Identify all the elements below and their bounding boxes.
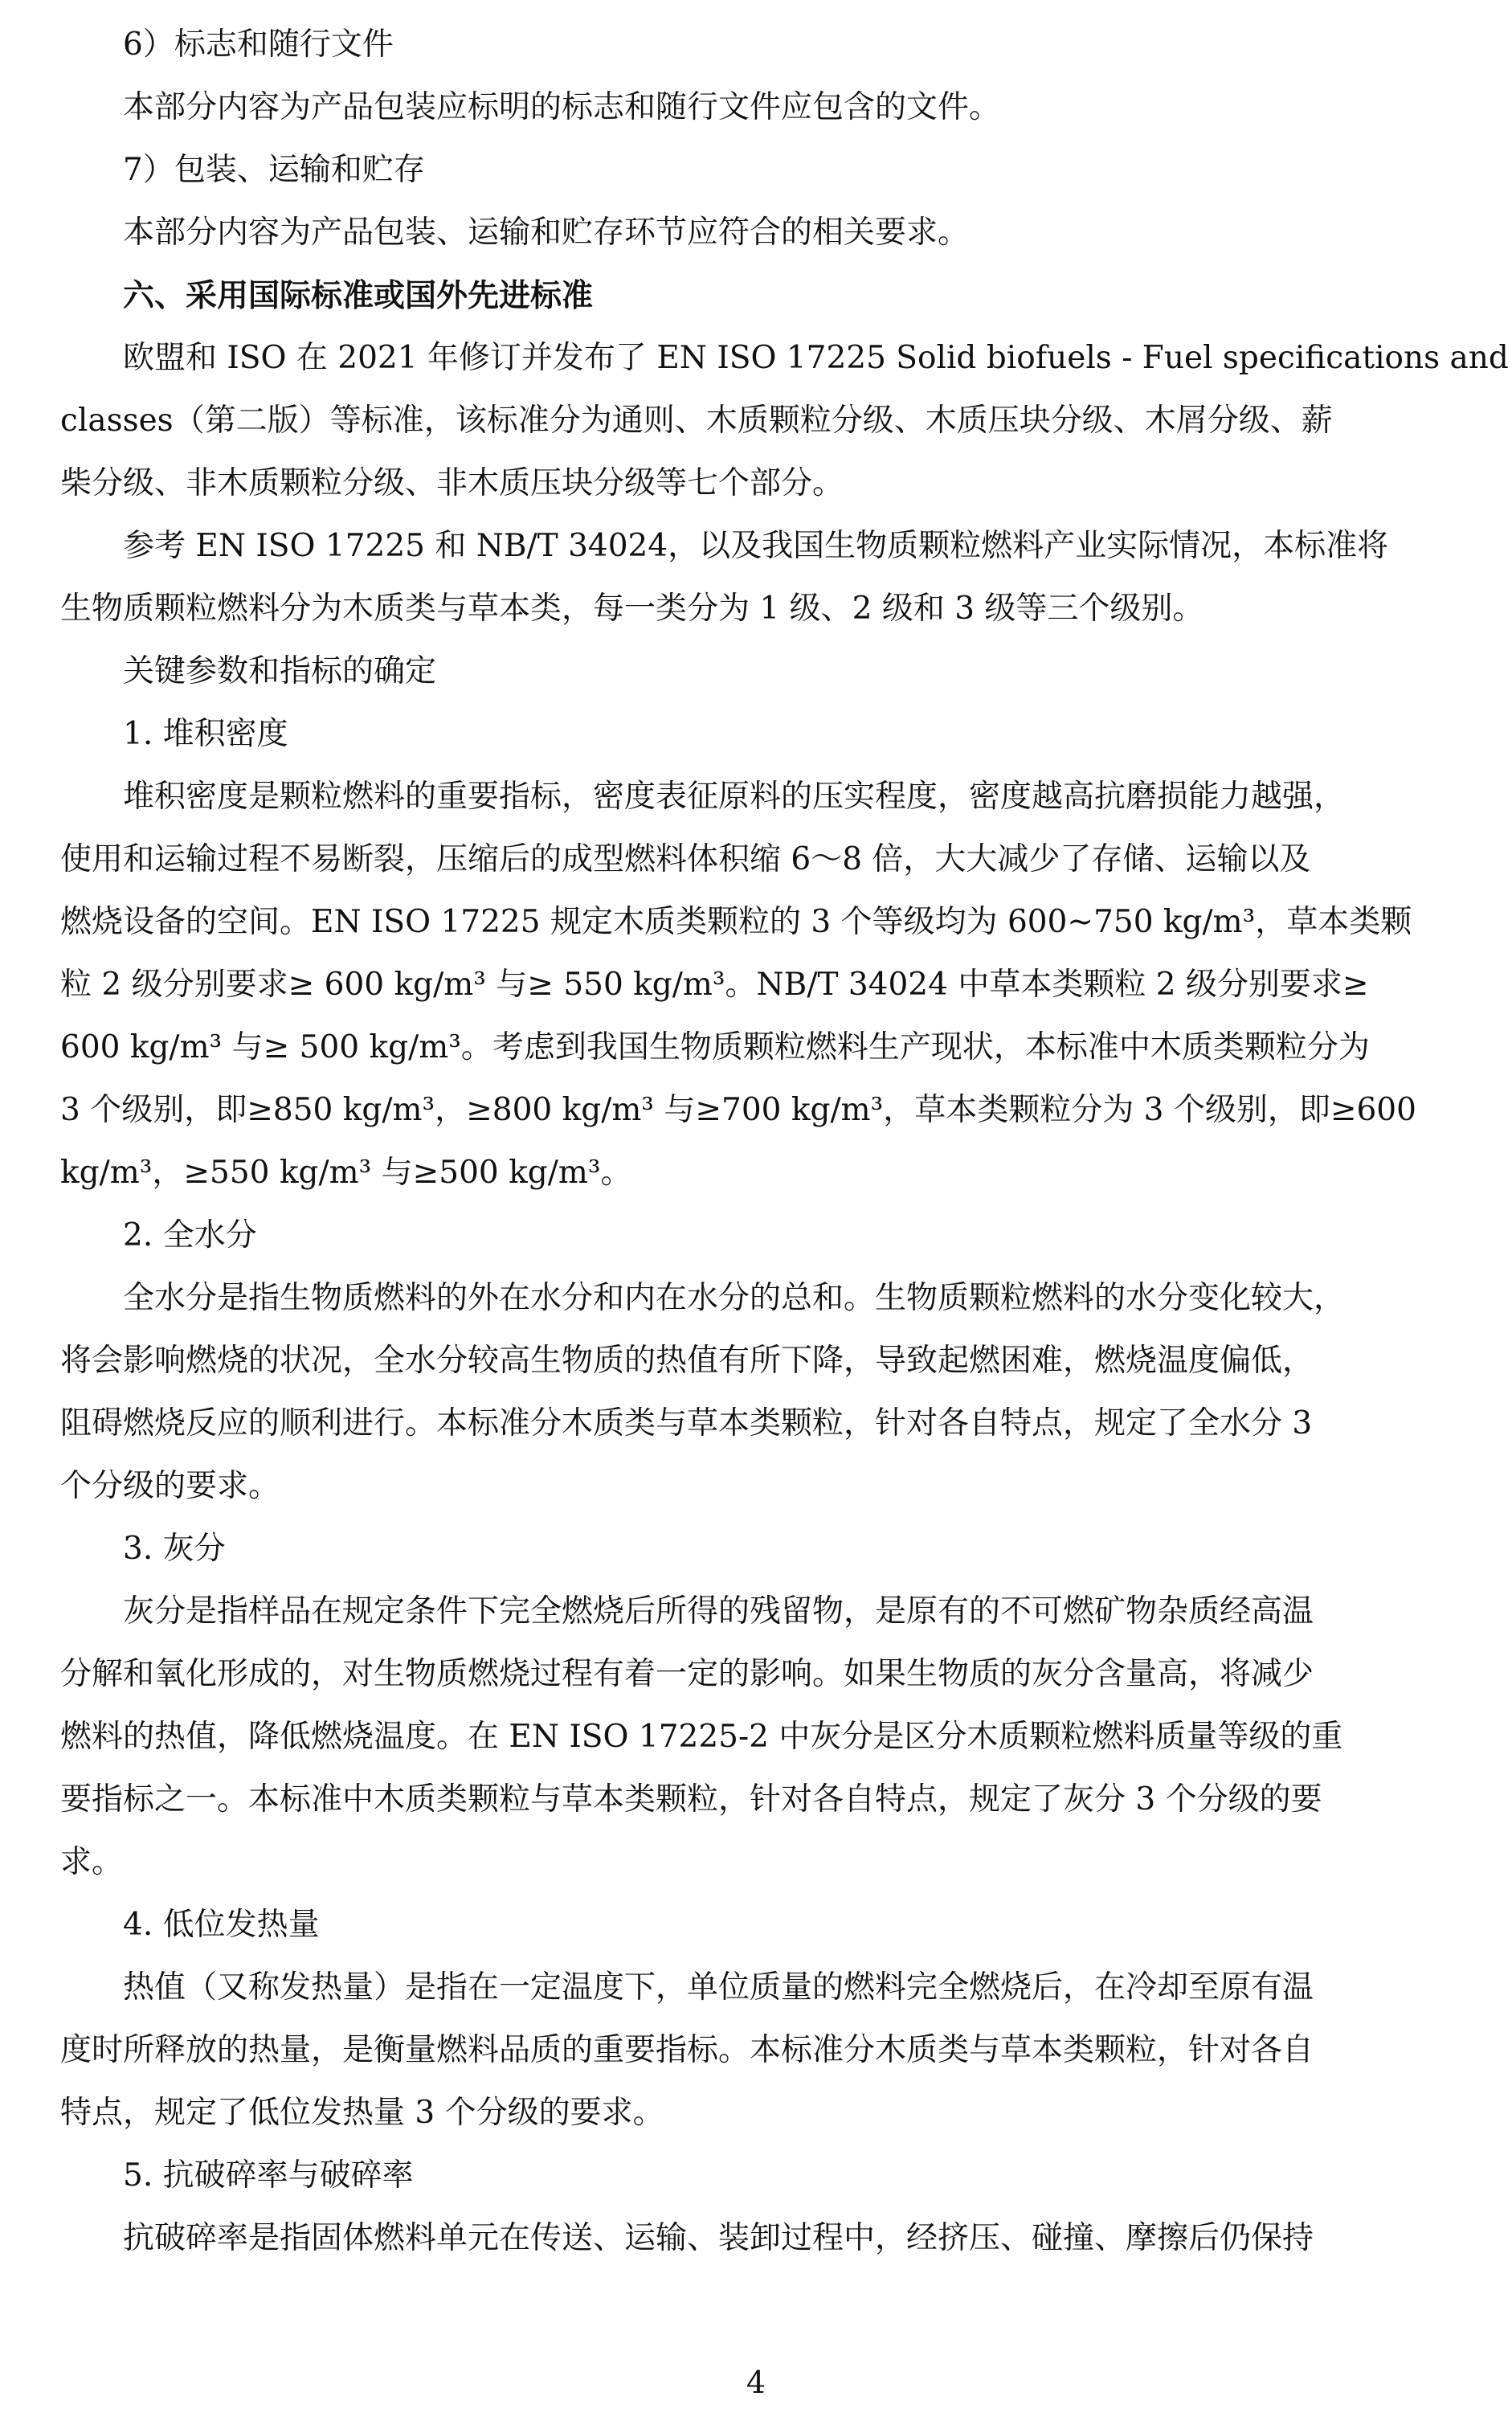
text-line: 使用和运输过程不易断裂，压缩后的成型燃料体积缩 6～8 倍，大大减少了存储、运输以及 — [60, 841, 1311, 877]
text-line: 本部分内容为产品包装应标明的标志和随行文件应包含的文件。 — [123, 89, 1001, 125]
text-line: 燃料的热值，降低燃烧温度。在 EN ISO 17225-2 中灰分是区分木质颗粒燃料质量等级的重 — [60, 1719, 1343, 1755]
text-line: 5. 抗破碎率与破碎率 — [123, 2157, 414, 2194]
text-line: 抗破碎率是指固体燃料单元在传送、运输、装卸过程中，经挤压、碰撞、摩擦后仍保持 — [123, 2220, 1314, 2256]
text-line: 4. 低位发热量 — [123, 1907, 320, 1943]
text-line: 灰分是指样品在规定条件下完全燃烧后所得的残留物，是原有的不可燃矿物杂质经高温 — [123, 1593, 1314, 1629]
text-line: 6）标志和随行文件 — [123, 27, 394, 63]
text-line: 个分级的要求。 — [60, 1468, 280, 1504]
text-line: 参考 EN ISO 17225 和 NB/T 34024，以及我国生物质颗粒燃料产业实际情况，本标准将 — [123, 528, 1389, 564]
text-line: 粒 2 级分别要求≥ 600 kg/m³ 与≥ 550 kg/m³。NB/T 34024 中草本类颗粒 2 级分别要求≥ — [60, 967, 1369, 1003]
text-line: 将会影响燃烧的状况，全水分较高生物质的热值有所下降，导致起燃困难，燃烧温度偏低， — [60, 1343, 1314, 1379]
text-line: 全水分是指生物质燃料的外在水分和内在水分的总和。生物质颗粒燃料的水分变化较大， — [123, 1280, 1346, 1316]
text-line: 分解和氧化形成的，对生物质燃烧过程有着一定的影响。如果生物质的灰分含量高，将减少 — [60, 1656, 1314, 1692]
text-line: 特点，规定了低位发热量 3 个分级的要求。 — [60, 2095, 664, 2131]
text-line: 求。 — [60, 1844, 124, 1880]
text-line: 堆积密度是颗粒燃料的重要指标，密度表征原料的压实程度，密度越高抗磨损能力越强， — [123, 779, 1346, 815]
text-line: 热值（又称发热量）是指在一定温度下，单位质量的燃料完全燃烧后，在冷却至原有温 — [123, 1969, 1314, 2006]
text-line: kg/m³，≥550 kg/m³ 与≥500 kg/m³。 — [60, 1155, 632, 1191]
text-line: 1. 堆积密度 — [123, 716, 288, 752]
text-line: 2. 全水分 — [123, 1217, 257, 1253]
text-line: 关键参数和指标的确定 — [123, 653, 437, 689]
text-line: 燃烧设备的空间。EN ISO 17225 规定木质类颗粒的 3 个等级均为 600~750 kg/m³，草本类颗 — [60, 904, 1412, 940]
text-line: 柴分级、非木质颗粒分级、非木质压块分级等七个部分。 — [60, 465, 844, 501]
text-line: classes（第二版）等标准，该标准分为通则、木质颗粒分级、木质压块分级、木屑分级、薪 — [60, 403, 1333, 439]
text-line: 度时所释放的热量，是衡量燃料品质的重要指标。本标准分木质类与草本类颗粒，针对各自 — [60, 2032, 1314, 2068]
text-line: 3. 灰分 — [123, 1531, 226, 1567]
text-line: 欧盟和 ISO 在 2021 年修订并发布了 EN ISO 17225 Solid biofuels - Fuel specifications and — [123, 340, 1509, 376]
text-line: 600 kg/m³ 与≥ 500 kg/m³。考虑到我国生物质颗粒燃料生产现状，本标准中木质类颗粒分为 — [60, 1029, 1370, 1065]
text-line: 7）包装、运输和贮存 — [123, 152, 425, 188]
text-line: 阻碍燃烧反应的顺利进行。本标准分木质类与草本类颗粒，针对各自特点，规定了全水分 3 — [60, 1405, 1313, 1441]
text-line: 生物质颗粒燃料分为木质类与草本类，每一类分为 1 级、2 级和 3 级等三个级别。 — [60, 591, 1204, 627]
text-line: 本部分内容为产品包装、运输和贮存环节应符合的相关要求。 — [123, 215, 970, 251]
section-heading: 六、采用国际标准或国外先进标准 — [123, 277, 594, 314]
page-number: 4 — [746, 2365, 766, 2400]
text-line: 3 个级别，即≥850 kg/m³，≥800 kg/m³ 与≥700 kg/m³，草本类颗粒分为 3 个级别，即≥600 — [60, 1092, 1416, 1128]
text-line: 要指标之一。本标准中木质类颗粒与草本类颗粒，针对各自特点，规定了灰分 3 个分级的要 — [60, 1781, 1322, 1818]
